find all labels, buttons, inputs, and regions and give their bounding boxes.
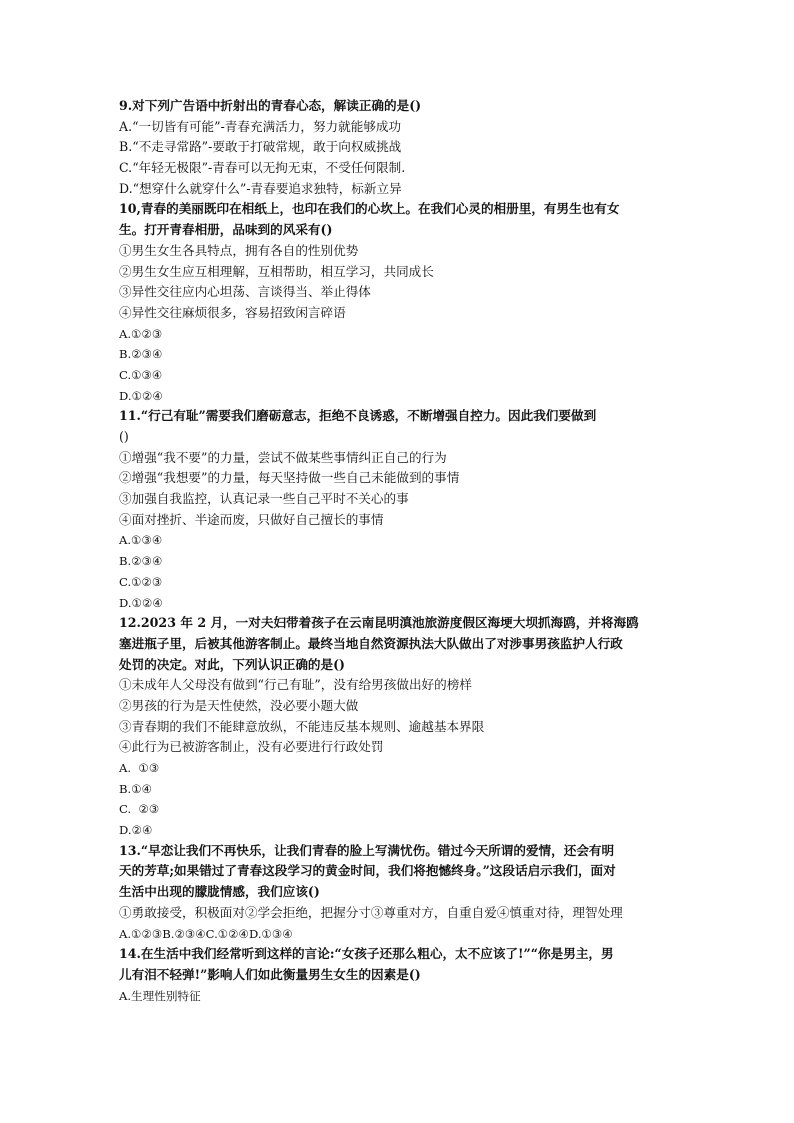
option-c: C.①②③ xyxy=(119,574,163,589)
statement-3: ③加强自我监控，认真记录一些自己平时不关心的事 xyxy=(119,491,409,507)
question-stem-line: 处罚的决定。对此，下列认识正确的是() xyxy=(119,656,346,672)
question-stem-line: 生活中出现的朦胧情感，我们应该() xyxy=(119,884,320,900)
statement-1: ①男生女生各具特点，拥有各自的性别优势 xyxy=(119,242,359,258)
question-14 xyxy=(119,944,679,1006)
option-a: A.生理性别特征 xyxy=(119,988,201,1003)
option-a: A.①③④ xyxy=(119,533,163,548)
statement-3: ③青春期的我们不能肆意放纵，不能违反基本规则、逾越基本界限 xyxy=(119,718,485,734)
exam-page xyxy=(119,96,679,1006)
question-11 xyxy=(119,406,679,613)
question-10 xyxy=(119,199,679,406)
option-a: A.①②③ xyxy=(119,326,163,341)
option-a: A.“一切皆有可能”-青春充满活力，努力就能够成功 xyxy=(119,118,402,134)
question-stem: 9.对下列广告语中折射出的青春心态，解读正确的是() xyxy=(119,98,422,113)
statement-2: ②增强“我想要”的力量，每天坚持做一些自己未能做到的事情 xyxy=(119,470,460,486)
question-stem-line: 11.“行己有耻”需要我们磨砺意志，拒绝不良诱惑，不断增强自控力。因此我们要做到 xyxy=(119,408,597,424)
options-line: A.①②③B.②③④C.①②④D.①③④ xyxy=(119,926,293,941)
option-b: B.②③④ xyxy=(119,347,163,362)
question-12 xyxy=(119,613,679,841)
statement-2: ②男生女生应互相理解，互相帮助，相互学习，共同成长 xyxy=(119,263,434,279)
question-stem-line: 13.“早恋让我们不再快乐，让我们青春的脸上写满忧伤。错过今天所谓的爱情，还会有明 xyxy=(119,842,615,858)
question-stem-line: 儿有泪不轻弹!”影响人们如此衡量男生女生的因素是() xyxy=(119,966,421,982)
question-stem-line: 10,青春的美丽既印在相纸上，也印在我们的心坎上。在我们心灵的相册里，有男生也有女 xyxy=(119,201,620,217)
question-stem-line: 生。打开青春相册，品味到的风采有() xyxy=(119,222,333,238)
question-stem-line: 12.2023 年 2 月，一对夫妇带着孩子在云南昆明滇池旅游度假区海埂大坝抓海鸥，并将海鸥 xyxy=(119,615,639,631)
option-d: D.②④ xyxy=(119,823,153,838)
statement-2: ②男孩的行为是天性使然，没必要小题大做 xyxy=(119,697,359,713)
question-stem-line: () xyxy=(119,429,129,444)
option-c: C.“年轻无极限”-青春可以无拘无束，不受任何限制. xyxy=(119,160,406,176)
question-stem-line: 塞进瓶子里，后被其他游客制止。最终当地自然资源执法大队做出了对涉事男孩监护人行政 xyxy=(119,635,623,651)
question-9 xyxy=(119,96,679,199)
statement-3: ③异性交往应内心坦荡、言谈得当、举止得体 xyxy=(119,284,371,300)
statement-1: ①未成年人父母没有做到“行己有耻”，没有给男孩做出好的榜样 xyxy=(119,677,472,693)
statement-4: ④异性交往麻烦很多，容易招致闲言碎语 xyxy=(119,304,346,320)
statement-1: ①增强“我不要”的力量，尝试不做某些事情纠正自己的行为 xyxy=(119,449,447,465)
option-b: B.②③④ xyxy=(119,554,163,569)
option-a: A. ①③ xyxy=(119,761,160,775)
statement-4: ④面对挫折、半途而废，只做好自己擅长的事情 xyxy=(119,511,384,527)
option-d: D.“想穿什么就穿什么”-青春要追求独特，标新立异 xyxy=(119,180,402,196)
question-stem-line: 14.在生活中我们经常听到这样的言论:“女孩子还那么粗心，太不应该了!”“你是男主，男 xyxy=(119,946,614,962)
option-b: B.“不走寻常路”-要敢于打破常规，敢于向权威挑战 xyxy=(119,139,402,155)
statements-line: ①勇敢接受，积极面对②学会拒绝，把握分寸③尊重对方，自重自爱④慎重对待，理智处理 xyxy=(119,904,623,920)
option-b: B.①④ xyxy=(119,781,152,796)
option-c: C.①③④ xyxy=(119,367,163,382)
option-d: D.①②④ xyxy=(119,595,163,610)
question-13 xyxy=(119,841,679,944)
option-d: D.①②④ xyxy=(119,388,163,403)
question-stem-line: 天的芳草;如果错过了青春这段学习的黄金时间，我们将抱憾终身。”这段话启示我们，面对 xyxy=(119,863,616,879)
statement-4: ④此行为已被游客制止，没有必要进行行政处罚 xyxy=(119,739,384,755)
option-c: C. ②③ xyxy=(119,802,160,817)
